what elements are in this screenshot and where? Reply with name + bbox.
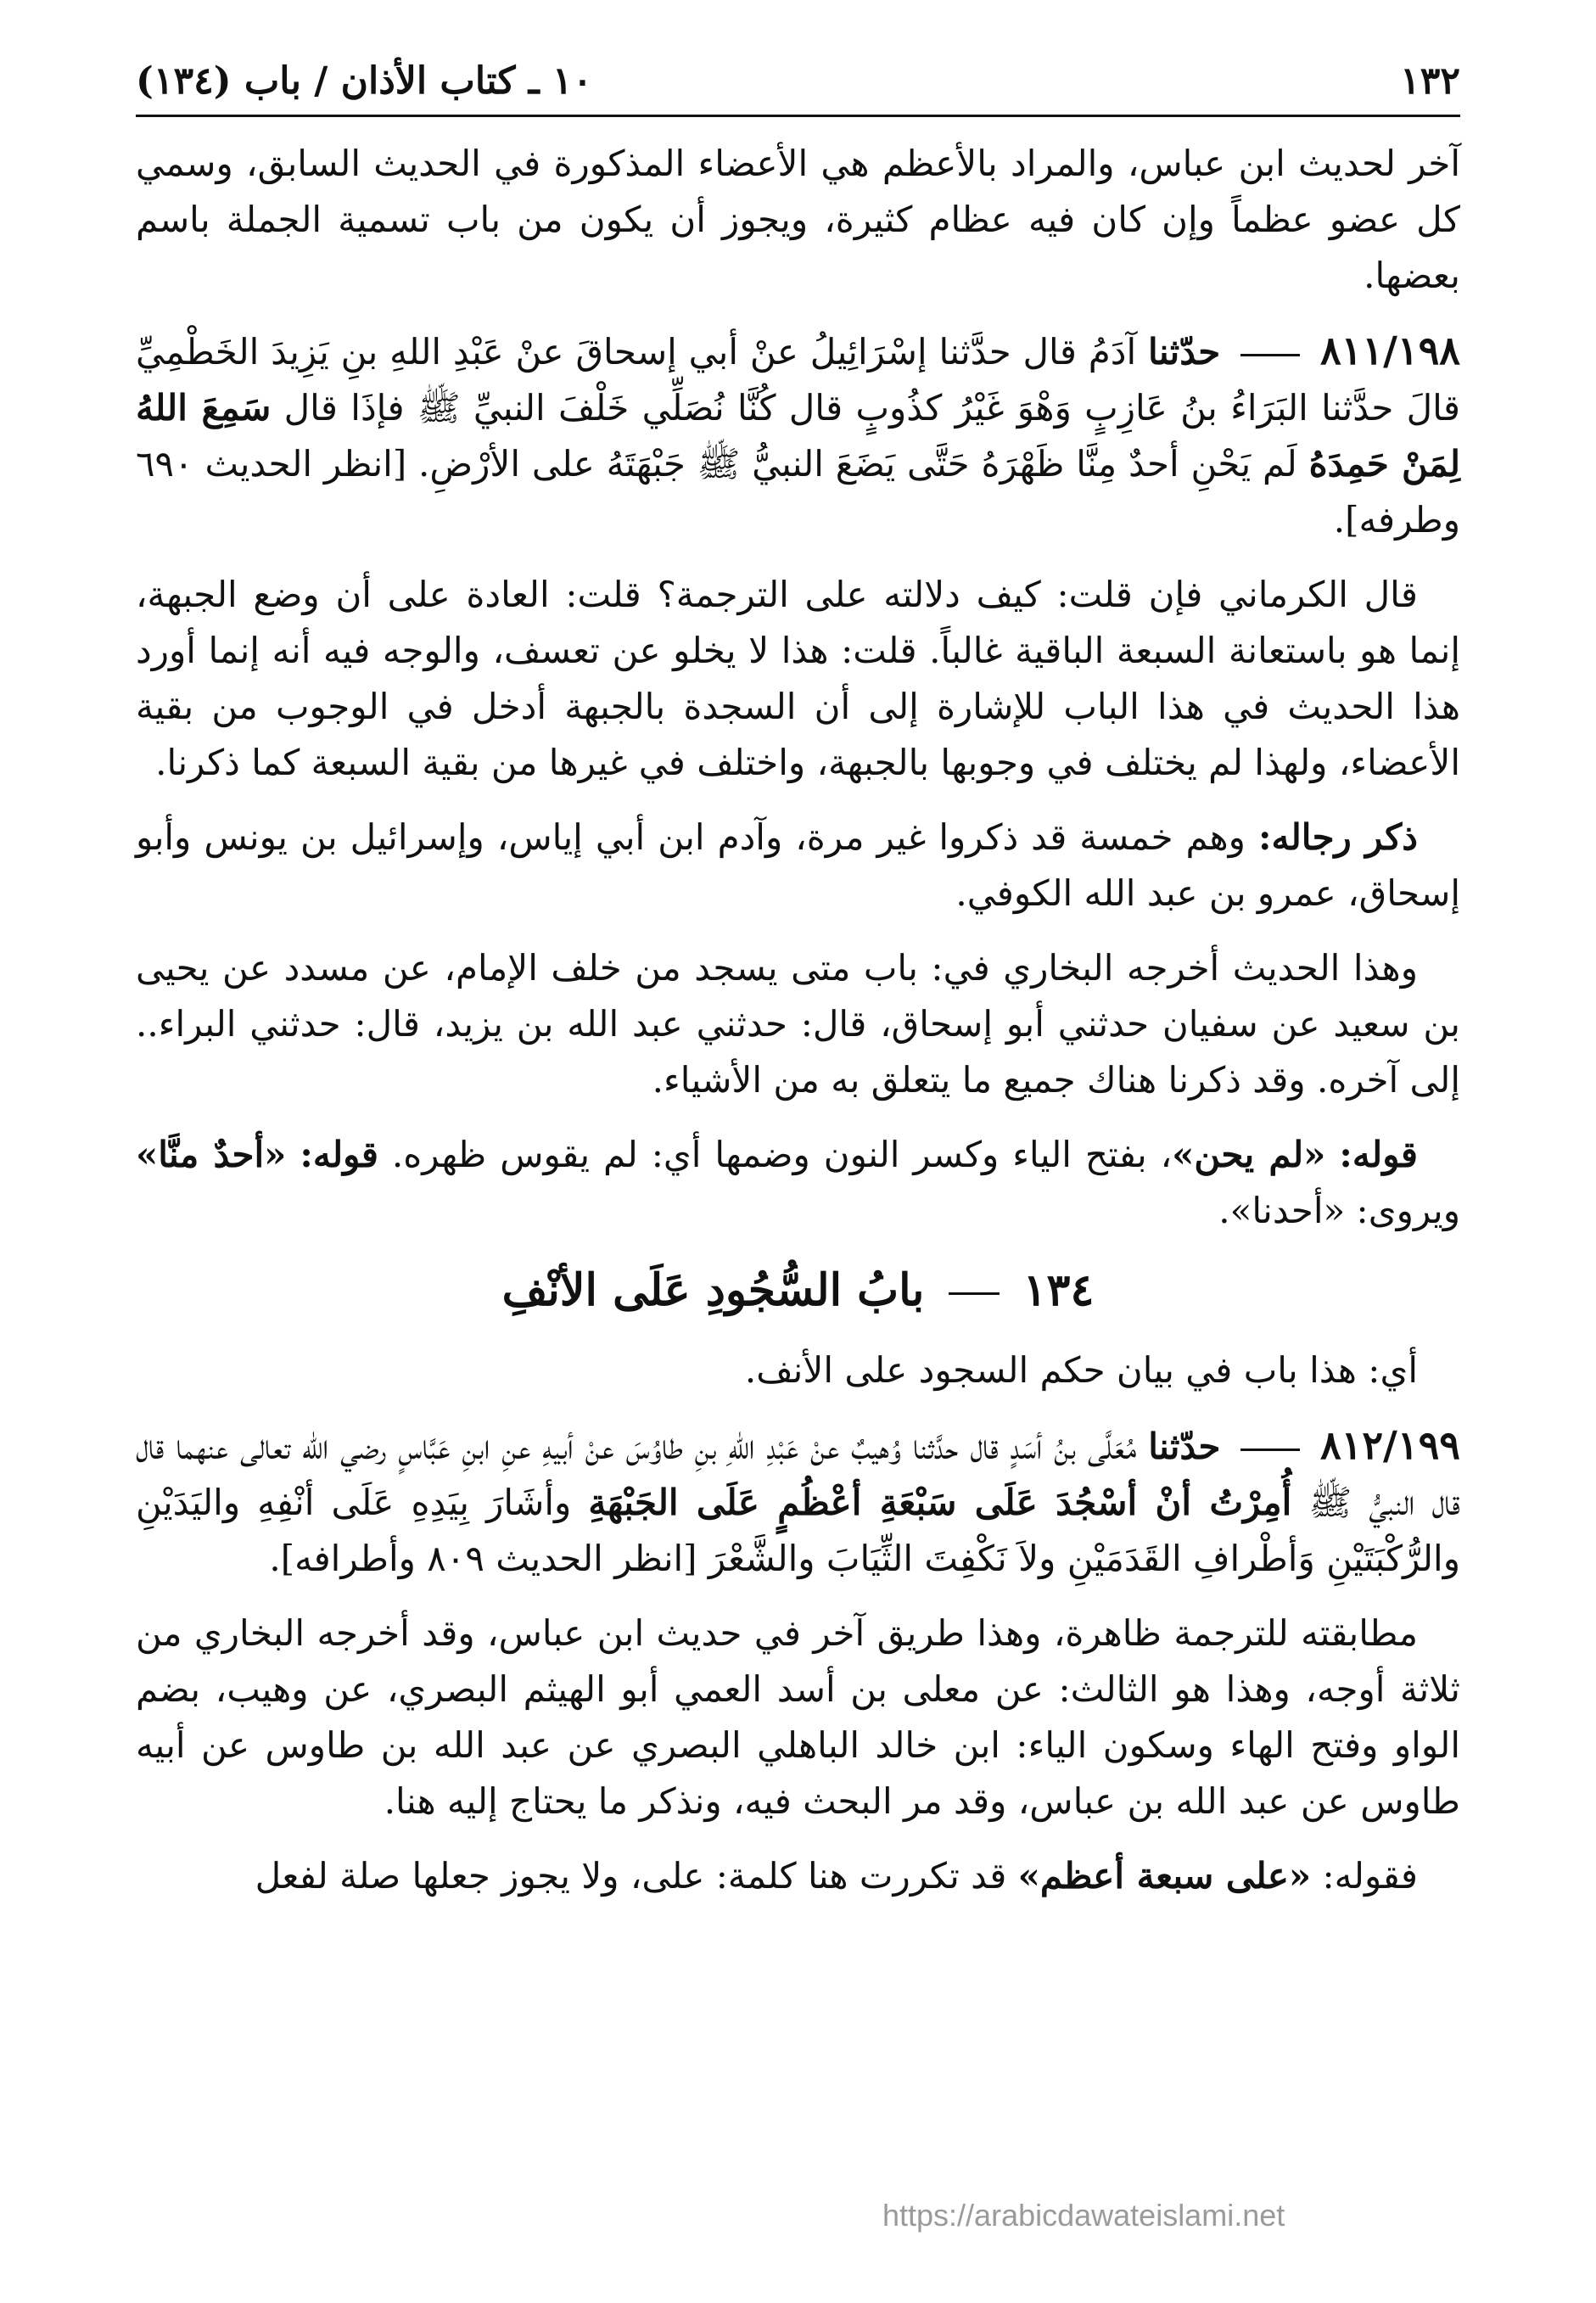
word-quote: «أحدٌ منَّا»: [136, 1134, 287, 1175]
commentary-correspondence: مطابقته للترجمة ظاهرة، وهذا طريق آخر في حديث ابن عباس، وقد أخرجه البخاري من ثلاثة أوجه، وهذا هو الثالث: عن معلى بن أسد العمي أبو الهيثم البصري، عن وهيب، بضم الواو وفتح الهاء وسكون الياء: ابن خالد الباهلي البصري عن عبد الله بن طاوس عن أبيه طاوس عن عبد الله بن عباس، وقد مر البحث فيه، ونذكر ما يحتاج إليه هنا.: [136, 1612, 1460, 1822]
dash-separator: [1240, 1448, 1300, 1451]
page-number: ١٣٢: [1400, 59, 1460, 103]
hadith-199: [136, 1417, 1460, 1587]
word-explanation: ، بفتح الياء وكسر النون وضمها أي: لم يقوس ظهره.: [391, 1134, 1173, 1175]
commentary-bukhari: وهذا الحديث أخرجه البخاري في: باب متى يسجد من خلف الإمام، عن مسدد عن يحيى بن سعيد عن سفيان حدثني أبو إسحاق، قال: حدثني عبد الله بن يزيد، قال: حدثني البراء.. إلى آخره. وقد ذكرنا هناك جميع ما يتعلق به من الأشياء.: [136, 947, 1460, 1101]
hadith-bold-phrase: سَمِعَ اللهُ لِمَنْ حَمِدَهُ: [136, 387, 1461, 485]
paragraph-continuation: آخر لحديث ابن عباس، والمراد بالأعظم هي الأعضاء المذكورة في الحديث السابق، وسمي كل عضو عظماً وإن كان فيه عظام كثيرة، ويجوز أن يكون من باب تسمية الجملة باسم بعضها.: [136, 143, 1460, 296]
word-label: قوله:: [300, 1134, 378, 1175]
running-title: ١٠ ـ كتاب الأذان / باب (١٣٤): [136, 59, 593, 103]
commentary-seven-bones: [136, 1848, 1460, 1904]
hadith-number: ٨١١/١٩٨: [1319, 328, 1461, 373]
hadith-text: آدَمُ قال حدَّثنا إسْرَائِيلُ عنْ أبي إسحاقَ عنْ عَبْدِ اللهِ بنِ يَزِيدَ الخَطْمِيِّ قالَ حدَّثنا البَرَاءُ بنُ عَازِبٍ وَهْوَ غَيْرُ كذُوبٍ قال كُنَّا نُصَلِّي خَلْفَ النبيِّ ﷺ فإذَا قال: [136, 331, 1460, 429]
hadith-bold-phrase: أُمِرْتُ أنْ أسْجُدَ عَلَى سَبْعَةِ أعْظُمٍ عَلَى الجَبْهَةِ: [588, 1482, 1292, 1523]
word-explanation: ويروى: «أحدنا».: [1218, 1190, 1460, 1231]
section-label: ذكر رجاله:: [1257, 816, 1418, 858]
website-watermark: https://arabicdawateislami.net: [882, 2198, 1285, 2233]
hadith-text-cont: وأشَارَ بِيَدِهِ عَلَى أنْفِهِ واليَدَيْنِ والرُّكْبَتَيْنِ وَأطْرافِ القَدَمَيْنِ ولاَ نَكْفِتَ الثِّيَابَ والشَّعْرَ [انظر الحديث ٨٠٩ وأطرافه].: [136, 1482, 1460, 1579]
word-quote: «لم يحن»: [1172, 1134, 1326, 1175]
word-label: قوله:: [1339, 1134, 1418, 1175]
chapter-intro: أي: هذا باب في بيان حكم السجود على الأنف.: [744, 1349, 1418, 1391]
dash-separator: [1240, 354, 1300, 356]
chapter-heading: [136, 1261, 1460, 1320]
chapter-number: ١٣٤: [1022, 1264, 1095, 1316]
hadith-label: حدّثنا: [1148, 331, 1221, 373]
page-content: [136, 136, 1460, 1904]
commentary-words: [136, 1127, 1460, 1239]
hadith-198: [136, 322, 1460, 548]
commentary-kirmani: قال الكرماني فإن قلت: كيف دلالته على الترجمة؟ قلت: العادة على أن وضع الجبهة، إنما هو باستعانة السبعة الباقية غالباً. قلت: هذا لا يخلو عن تعسف، والوجه فيه أنه إنما أورد هذا الحديث في هذا الباب للإشارة إلى أن السجدة بالجبهة أدخل في الوجوب من بقية الأعضاء، ولهذا لم يختلف في وجوبها بالجبهة، واختلف في غيرها من بقية السبعة كما ذكرنا.: [136, 574, 1460, 783]
section-text: وهم خمسة قد ذكروا غير مرة، وآدم ابن أبي إياس، وإسرائيل بن يونس وأبو إسحاق، عمرو بن عبد الله الكوفي.: [136, 816, 1460, 914]
hadith-text: مُعَلَّى بنُ أسَدٍ قال حدَّثنا وُهيبٌ عنْ عَبْدِ اللهِ بنِ طاوُسَ عنْ أبيهِ عنِ ابنِ عَبَّاسٍ رضي الله تعالى عنهما قال قال النبيُّ ﷺ: [136, 1426, 1460, 1523]
commentary-quote: «على سبعة أعظم»: [1017, 1855, 1312, 1897]
book-page: [136, 59, 1460, 2201]
commentary-narrators: [136, 810, 1460, 922]
chapter-title: بابُ السُّجُودِ عَلَى الأنْفِ: [501, 1264, 925, 1316]
hadith-text-cont: لَم يَحْنِ أحدٌ مِنَّا ظَهْرَهُ حَتَّى يَضَعَ النبيُّ ﷺ جَبْهَتَهُ على الأرْضِ. [انظر الحديث ٦٩٠ وطرفه].: [136, 443, 1460, 541]
hadith-number: ٨١٢/١٩٩: [1319, 1422, 1460, 1468]
hadith-label: حدّثنا: [1148, 1426, 1221, 1467]
dash-separator: [949, 1292, 1000, 1295]
running-header: [136, 59, 1460, 117]
commentary-text: قد تكررت هنا كلمة: على، ولا يجوز جعلها صلة لفعل: [255, 1855, 1007, 1897]
commentary-lead: فقوله:: [1322, 1855, 1418, 1897]
